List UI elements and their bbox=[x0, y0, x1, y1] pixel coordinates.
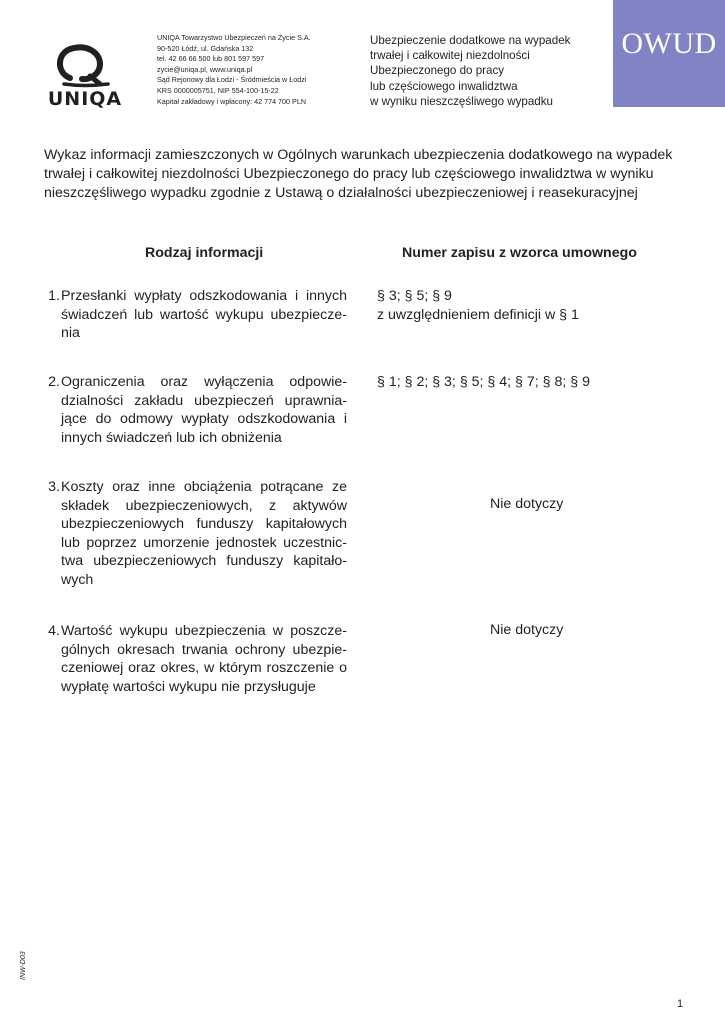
company-line: Kapitał zakładowy i wpłacony: 42 774 700 PLN bbox=[157, 96, 307, 106]
item-text: Ograniczenia oraz wyłączenia odpowiedzialności zakładu ubezpieczeń uprawniające do odmowy wypłaty odszkodowania i innych świadczeń lub ich obniżenia bbox=[61, 374, 347, 446]
company-line: zycie@uniqa.pl, www.uniqa.pl bbox=[157, 64, 253, 74]
company-line: UNIQA Towarzystwo Ubezpieczeń na Życie S.A. bbox=[157, 33, 311, 42]
reference-line: z uwzględnieniem definicji w § 1 bbox=[377, 306, 579, 323]
intro-line: Wykaz informacji zamieszczonych w Ogólnych warunkach ubezpieczenia dodatkowego na wypadek bbox=[44, 147, 673, 163]
product-line: Ubezpieczenie dodatkowe na wypadek bbox=[370, 34, 571, 47]
item-number: 4. bbox=[48, 623, 60, 639]
logo-wordmark: UNIQA bbox=[47, 88, 123, 110]
intro-line: trwałej i całkowitej niezdolności Ubezpieczonego do pracy lub częściowego inwalidztwa w wyniku bbox=[44, 166, 654, 182]
item-text: Wartość wykupu ubezpieczenia w poszczególnych okresach trwania ochrony ubezpieczeniowej oraz okres, w którym roszczenie o wypłatę wartości wykupu nie przysługuje bbox=[61, 623, 347, 695]
column-header-record-number: Numer zapisu z wzorca umownego bbox=[402, 245, 637, 261]
item-text: Koszty oraz inne obciążenia potrącane ze składek ubezpieczeniowych, z aktywów ubezpieczeniowych funduszy kapitałowych lub poprzez umorzenie jednostek uczestnictwa ubezpieczeniowych funduszy kapitałowych bbox=[61, 479, 347, 588]
company-info bbox=[157, 33, 357, 107]
item-reference bbox=[377, 287, 697, 324]
company-line: tel. 42 66 66 500 lub 801 597 597 bbox=[157, 54, 265, 64]
item-text: Przesłanki wypłaty odszkodowania i innych świadczeń lub wartość wykupu ubezpieczenia bbox=[61, 288, 347, 341]
company-logo bbox=[40, 42, 130, 110]
owud-badge-label: OWUD bbox=[621, 27, 717, 60]
intro-line: nieszczęśliwego wypadku zgodnie z Ustawą o działalności ubezpieczeniowej i reasekuracyjnej bbox=[44, 185, 638, 201]
item-number: 1. bbox=[48, 288, 60, 304]
company-line: 90-520 Łódź, ul. Gdańska 132 bbox=[157, 43, 254, 53]
uniqa-logo-icon bbox=[40, 42, 130, 88]
product-title bbox=[370, 33, 605, 109]
owud-badge bbox=[613, 0, 725, 107]
item-reference: Nie dotyczy bbox=[490, 622, 564, 638]
reference-line: § 3; § 5; § 9 bbox=[377, 288, 452, 304]
page-number: 1 bbox=[677, 998, 684, 1010]
form-code: INW-D03 bbox=[20, 951, 27, 980]
item-number: 3. bbox=[48, 479, 60, 495]
column-header-info-type: Rodzaj informacji bbox=[145, 245, 264, 261]
company-line: Sąd Rejonowy dla Łodzi - Śródmieścia w Łodzi bbox=[157, 75, 307, 85]
product-line: trwałej i całkowitej niezdolności bbox=[370, 49, 530, 63]
product-line: w wyniku nieszczęśliwego wypadku bbox=[370, 94, 554, 108]
product-line: Ubezpieczonego do pracy bbox=[370, 64, 505, 78]
item-number: 2. bbox=[48, 374, 60, 390]
document-intro bbox=[44, 146, 694, 203]
item-reference: Nie dotyczy bbox=[490, 496, 564, 512]
reference-line: § 1; § 2; § 3; § 5; § 4; § 7; § 8; § 9 bbox=[377, 374, 590, 390]
item-reference bbox=[377, 373, 697, 392]
company-line: KRS 0000005751, NIP 554-100-15-22 bbox=[157, 85, 279, 95]
product-line: lub częściowego inwalidztwa bbox=[370, 79, 518, 93]
